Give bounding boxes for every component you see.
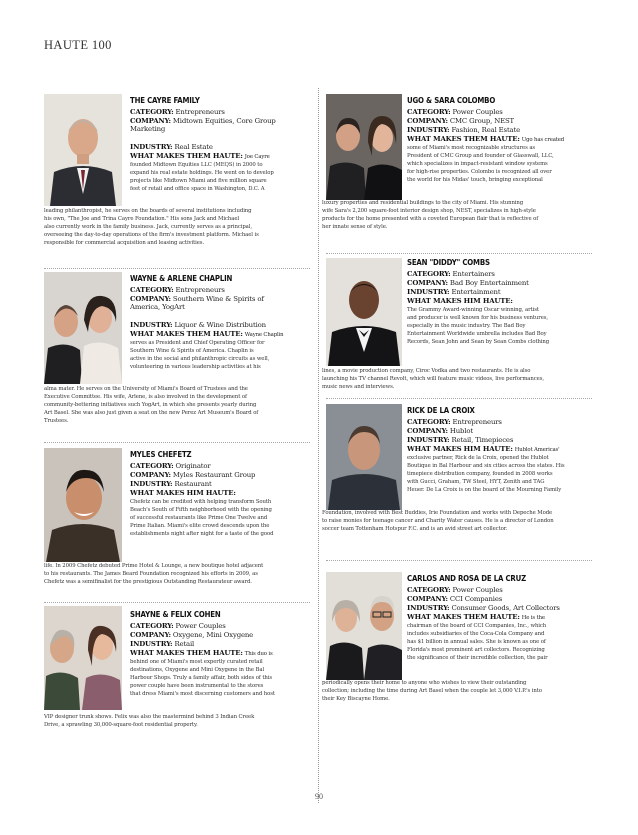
profile-name: SHAYNE & FELIX COHEN	[130, 610, 221, 619]
profile-haute-text: chairman of the board of CCI Companies, Inc., which includes subsidiaries of the Coca-Cola Company and has $1 billion in annual sales. She is known as one of Florida's most prominent art collectors. Recognizing the significance of their incredible collection, the pair	[407, 623, 548, 662]
profile-name: THE CAYRE FAMILY	[130, 96, 200, 105]
profile-haute-label: WHAT MAKES THEM HAUTE: Ugo has created	[407, 135, 565, 143]
profile-name: WAYNE & ARLENE CHAPLIN	[130, 274, 233, 283]
profile-company: COMPANY: Southern Wine & Spirits of America, YogArt	[130, 295, 264, 312]
profile-industry: INDUSTRY: Retail	[130, 640, 195, 648]
profile-category: CATEGORY: Power Couples	[407, 108, 503, 116]
profile-name: RICK DE LA CROIX	[407, 406, 475, 415]
page-header: HAUTE 100	[44, 38, 112, 52]
separator	[44, 442, 310, 443]
profile-haute-text: some of Miami's most recognizable structures as President of CMC Group and founder of Glasswall, LLC, which specializes in impact-resistant window systems for high-rise properties. Colombo is recognized all over the world for his Midas' touch, bringing exceptional	[407, 145, 554, 184]
profile-body-text: lines, a movie production company, Ciroc Vodka and two restaurants. He is also launching his TV channel Revolt, which will feature music videos, live performances, music news and interviews.	[322, 368, 544, 391]
profile-haute-label: WHAT MAKES HIM HAUTE:	[407, 297, 513, 305]
separator	[44, 602, 310, 603]
profile-photo	[326, 572, 402, 680]
separator	[44, 268, 310, 269]
profile-haute-text: founded Midtown Equities LLC (MEQS) in 2000 to expand his real estate holdings. He went on to develop projects like Midtown Miami and five million square feet of retail and office space in Washington, D.C. A	[130, 162, 274, 193]
profile-category: CATEGORY: Power Couples	[407, 586, 503, 594]
profile-name: CARLOS AND ROSA DE LA CRUZ	[407, 574, 526, 583]
profile-haute-label: WHAT MAKES THEM HAUTE: He is the	[407, 613, 545, 621]
profile-industry: INDUSTRY: Restaurant	[130, 480, 212, 488]
profile-haute-label: WHAT MAKES THEM HAUTE: Joe Cayre	[130, 152, 270, 160]
profile-photo	[326, 404, 402, 510]
profile-body-text: Foundation, involved with Best Buddies, Irie Foundation and works with Depeche Mode to raise monies for teenage cancer and Charity Water causes. He is a director of London soccer team Tottenham Hotspur F.C. and is an avid street art collector.	[322, 510, 554, 533]
profile-category: CATEGORY: Entrepreneurs	[130, 108, 225, 116]
profile-photo	[44, 272, 122, 384]
profile-name: UGO & SARA COLOMBO	[407, 96, 496, 105]
profile-haute-text: Chefetz can be credited with helping transform South Beach's South of Fifth neighborhood with the opening of successful restaurants like Prime One Twelve and Prime Italian. Miami's elite crowd descends upon the establishments night after night for a taste of the good	[130, 499, 274, 538]
separator	[326, 560, 592, 561]
profile-industry: INDUSTRY: Retail, Timepieces	[407, 436, 514, 444]
profile-haute-text: exclusive partner, Rick de la Croix, opened the Hublot Boutique in Bal Harbour and six cities across the states. His timepiece distribution company, founded in 2008 works with Gucci, Graham, TW Steel, HYT, Zenith and TAG Heuer. De La Croix is on the board of the Mourning Family	[407, 455, 565, 494]
profile-haute-label: WHAT MAKES THEM HAUTE: This duo is	[130, 649, 273, 657]
profile-body-text: life. In 2009 Chefetz debuted Prime Hotel & Lounge, a new boutique hotel adjacent to his restaurants. The James Beard Foundation recognized his efforts in 2009, as Chefetz was a semifinalist for the prestigious Outstanding Restaurateur award.	[44, 563, 264, 586]
profile-company: COMPANY: CMC Group, NEST	[407, 117, 514, 125]
profile-photo	[44, 448, 122, 562]
profile-body-text: alma mater. He serves on the University of Miami's Board of Trustees and the Executive Committee. His wife, Arlene, is also involved in the development of community-bettering initiatives such YogArt, in which she presents yearly during Art Basel. She was also just given a seat on the new Perez Art Museum's Board of Trustees.	[44, 386, 259, 425]
profile-haute-text: The Grammy Award-winning Oscar winning, artist and producer is well known for his business ventures, especially in the music industry. The Bad Boy Entertainment Worldwide umbrella includes Bad Boy Records, Sean John and Sean by Sean Combs clothing	[407, 307, 550, 346]
profile-company: COMPANY: Myles Restaurant Group	[130, 471, 256, 479]
profile-industry: INDUSTRY: Real Estate	[130, 143, 213, 151]
profile-category: CATEGORY: Entertainers	[407, 270, 495, 278]
page-number: 90	[315, 792, 323, 801]
profile-category: CATEGORY: Power Couples	[130, 622, 226, 630]
profile-company: COMPANY: Bad Boy Entertainment	[407, 279, 529, 287]
profile-haute-text: serves as President and Chief Operating Officer for Southern Wine & Spirits of America. Chaplin is active in the social and philanthropic circuits as well, volunteering in various leadership activities at his	[130, 340, 270, 371]
profile-name: MYLES CHEFETZ	[130, 450, 192, 459]
profile-company: COMPANY: Midtown Equities, Core Group Marketing	[130, 117, 276, 134]
profile-industry: INDUSTRY: Consumer Goods, Art Collectors	[407, 604, 560, 612]
separator	[326, 253, 592, 254]
profile-haute-label: WHAT MAKES HIM HAUTE:	[130, 489, 236, 497]
profile-haute-label: WHAT MAKES HIM HAUTE: Hublot Americas'	[407, 445, 560, 453]
profile-industry: INDUSTRY: Liquor & Wine Distribution	[130, 321, 266, 329]
profile-category: CATEGORY: Entrepreneurs	[130, 286, 225, 294]
profile-photo	[326, 94, 402, 200]
profile-photo	[44, 606, 122, 710]
profile-industry: INDUSTRY: Fashion, Real Estate	[407, 126, 521, 134]
profile-category: CATEGORY: Originator	[130, 462, 211, 470]
separator	[326, 398, 592, 399]
profile-body-text: VIP designer trunk shows. Felix was also the mastermind behind 3 Indian Creek Drive, a sprawling 30,000-square-foot residential property.	[44, 714, 255, 729]
profile-industry: INDUSTRY: Entertainment	[407, 288, 501, 296]
profile-haute-label: WHAT MAKES THEM HAUTE: Wayne Chaplin	[130, 330, 284, 338]
profile-name: SEAN "DIDDY" COMBS	[407, 258, 490, 267]
profile-company: COMPANY: Hublot	[407, 427, 473, 435]
profile-photo	[44, 94, 122, 206]
profile-company: COMPANY: CCI Companies	[407, 595, 503, 603]
profile-haute-text: behind one of Miami's most expertly curated retail destinations, Oxygene and Mini Oxygene in the Bal Harbour Shops. Truly a family affair, both sides of this power couple have been instrumental to the stores that dress Miami's most discerning customers and host	[130, 659, 275, 698]
profile-photo	[326, 258, 402, 366]
profile-company: COMPANY: Oxygene, Mini Oxygene	[130, 631, 254, 639]
profile-body-text: leading philanthropist, he serves on the boards of several institutions including his own, "The Joe and Trina Cayre Foundation." His sons Jack and Michael also currently work in the family business. Jack, currently serves as a principal, overseeing the day-to-day operations of the firm's investment platform. Michael is responsible for commercial acquisition and leasing activities.	[44, 208, 259, 247]
profile-body-text: periodically opens their home to anyone who wishes to view their outstanding collection; including the time during Art Basel when the couple let 3,000 V.I.P.'s into their Key Biscayne Home.	[322, 680, 542, 703]
profile-body-text: luxury properties and residential buildings to the city of Miami. His stunning wife Sara's 2,200 square-foot interior design shop, NEST, specializes in high-style products for the home presented with a coveted European flair that is reflective of her innate sense of style.	[322, 200, 539, 231]
profile-category: CATEGORY: Entrepreneurs	[407, 418, 502, 426]
